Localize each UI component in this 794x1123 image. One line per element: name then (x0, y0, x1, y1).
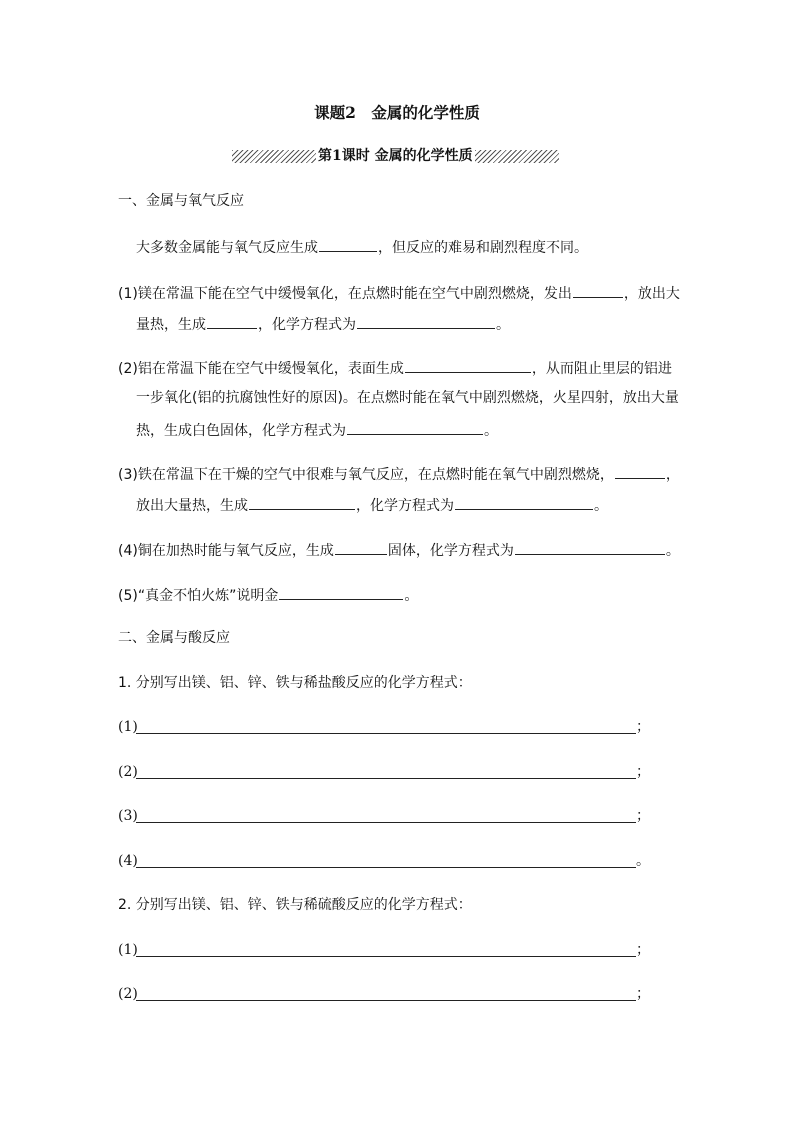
fe-line-1 (118, 463, 680, 485)
cu-text-c: 。 (665, 543, 680, 559)
section-heading-acid: 二、金属与酸反应 (118, 630, 230, 646)
decorative-hatch-left (232, 150, 316, 163)
q1-item-end-1: ； (636, 719, 650, 735)
al-line-3 (136, 419, 498, 441)
al-text-3b: 。 (484, 423, 498, 439)
q1-item-end-3: ； (636, 808, 650, 824)
q2-item-label-1: (1) (118, 942, 138, 958)
al-line-1 (118, 357, 672, 379)
al-line-2: 一步氧化(铝的抗腐蚀性好的原因)。在点燃时能在氧气中剧烈燃烧，火星四射，放出大量 (136, 390, 679, 406)
lesson-subtitle-text: 第1课时 金属的化学性质 (318, 148, 473, 164)
answer-blank[interactable] (279, 584, 403, 600)
equation-line[interactable] (136, 956, 636, 957)
cu-text-b: 固体，化学方程式为 (387, 543, 514, 559)
fe-text-2c: 。 (594, 498, 608, 514)
mg-text-2c: 。 (496, 317, 510, 333)
answer-blank[interactable] (207, 313, 257, 329)
page-title: 课题2 金属的化学性质 (314, 103, 480, 122)
al-text-1a: (2)铝在常温下能在空气中缓慢氧化，表面生成 (118, 361, 404, 377)
q1-item-label-4: (4) (118, 853, 138, 869)
answer-blank[interactable] (319, 236, 377, 252)
mg-text-2a: 量热，生成 (136, 317, 206, 333)
fe-text-2b: ，化学方程式为 (356, 498, 454, 514)
answer-blank[interactable] (405, 357, 531, 373)
cu-line (118, 539, 680, 561)
section-heading-oxygen: 一、金属与氧气反应 (118, 193, 244, 209)
q1-item-end-2: ； (636, 764, 650, 780)
question-2: 2. 分别写出镁、铝、锌、铁与稀硫酸反应的化学方程式： (118, 897, 472, 913)
al-text-1b: ，从而阻止里层的铝进 (531, 361, 672, 377)
equation-line[interactable] (136, 778, 636, 779)
equation-line[interactable] (136, 1000, 636, 1001)
mg-line-1 (118, 282, 680, 304)
equation-blank[interactable] (455, 494, 593, 510)
au-text-b: 。 (404, 588, 419, 604)
q2-item-end-1: ； (636, 942, 650, 958)
equation-blank[interactable] (347, 419, 483, 435)
intro-text-a: 大多数金属能与氧气反应生成 (136, 240, 318, 256)
equation-blank[interactable] (515, 539, 665, 555)
q1-item-label-3: (3) (118, 808, 138, 824)
answer-blank[interactable] (615, 463, 665, 479)
q2-item-end-2: ； (636, 986, 650, 1002)
answer-blank[interactable] (249, 494, 355, 510)
equation-line[interactable] (136, 867, 636, 868)
fe-text-1a: (3)铁在常温下在干燥的空气中很难与氧气反应，在点燃时能在氧气中剧烈燃烧， (118, 467, 614, 483)
mg-text-2b: ，化学方程式为 (258, 317, 356, 333)
answer-blank[interactable] (335, 539, 387, 555)
fe-text-2a: 放出大量热，生成 (136, 498, 248, 514)
fe-line-2 (136, 494, 608, 516)
q1-item-label-1: (1) (118, 719, 138, 735)
al-text-3a: 热，生成白色固体，化学方程式为 (136, 423, 346, 439)
mg-line-2 (136, 313, 510, 335)
q1-item-end-4: 。 (636, 853, 650, 869)
cu-text-a: (4)铜在加热时能与氧气反应，生成 (118, 543, 334, 559)
intro-text-b: ，但反应的难易和剧烈程度不同。 (378, 240, 588, 256)
au-text-a: (5)“真金不怕火炼”说明金 (118, 588, 279, 604)
equation-blank[interactable] (357, 313, 495, 329)
mg-text-1b: ，放出大 (623, 286, 680, 302)
intro-line (136, 236, 588, 258)
lesson-subtitle (232, 146, 559, 166)
q1-item-label-2: (2) (118, 764, 138, 780)
equation-line[interactable] (136, 822, 636, 823)
question-1: 1. 分别写出镁、铝、锌、铁与稀盐酸反应的化学方程式： (118, 675, 472, 691)
decorative-hatch-right (475, 150, 559, 163)
equation-line[interactable] (136, 733, 636, 734)
fe-text-1b: ， (665, 467, 680, 483)
mg-text-1a: (1)镁在常温下能在空气中缓慢氧化，在点燃时能在空气中剧烈燃烧，发出 (118, 286, 572, 302)
answer-blank[interactable] (573, 282, 623, 298)
au-line (118, 584, 418, 606)
q2-item-label-2: (2) (118, 986, 138, 1002)
